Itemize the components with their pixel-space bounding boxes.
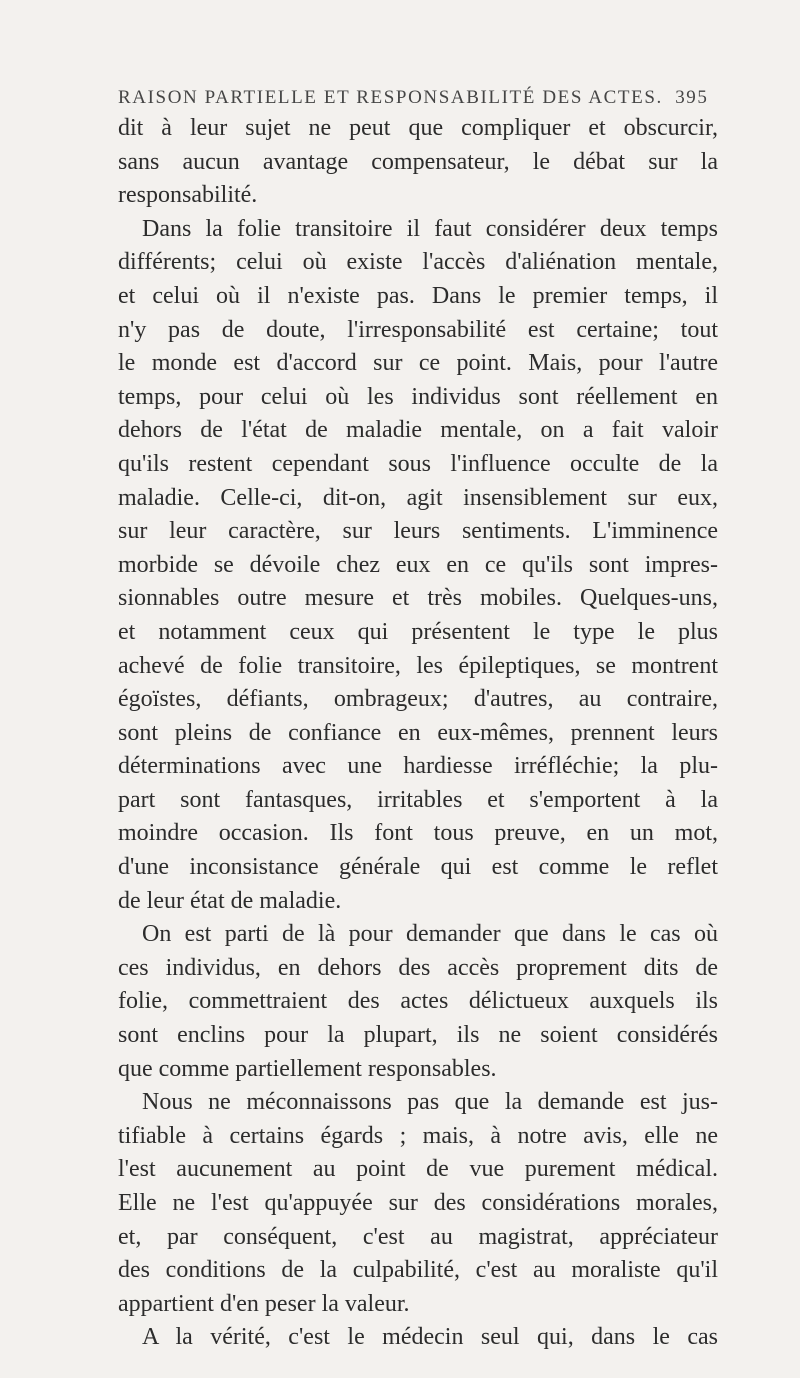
text-line: et, par conséquent, c'est au magistrat, appréciateur [118, 1223, 718, 1250]
text-line: responsabilité. [118, 182, 258, 209]
text-line: des conditions de la culpabilité, c'est au moraliste qu'il [118, 1257, 718, 1284]
text-line: moindre occasion. Ils font tous preuve, en un mot, [118, 820, 718, 847]
text-line: sont pleins de confiance en eux-mêmes, prennent leurs [118, 719, 718, 746]
text-line: de leur état de maladie. [118, 887, 342, 914]
text-line: ces individus, en dehors des accès proprement dits de [118, 954, 718, 981]
text-line: folie, commettraient des actes délictueux auxquels ils [118, 988, 718, 1015]
text-line: temps, pour celui où les individus sont réellement en [118, 383, 718, 410]
text-line: l'est aucunement au point de vue purement médical. [118, 1156, 718, 1183]
text-line: déterminations avec une hardiesse irréfléchie; la plu- [118, 753, 718, 780]
text-line: différents; celui où existe l'accès d'aliénation mentale, [118, 249, 718, 276]
text-line: On est parti de là pour demander que dans le cas où [142, 921, 718, 948]
page-number: 395 [675, 87, 709, 108]
text-line: sont enclins pour la plupart, ils ne soient considérés [118, 1022, 718, 1049]
text-line: morbide se dévoile chez eux en ce qu'ils sont impres- [118, 551, 718, 578]
text-line: le monde est d'accord sur ce point. Mais, pour l'autre [118, 350, 718, 377]
text-line: tifiable à certains égards ; mais, à notre avis, elle ne [118, 1122, 718, 1149]
text-line: appartient d'en peser la valeur. [118, 1290, 410, 1317]
running-header [118, 87, 718, 109]
text-line: Elle ne l'est qu'appuyée sur des considérations morales, [118, 1190, 718, 1216]
text-line: maladie. Celle-ci, dit-on, agit insensiblement sur eux, [118, 484, 718, 511]
text-line: égoïstes, défiants, ombrageux; d'autres, au contraire, [118, 686, 718, 713]
text-line: dehors de l'état de maladie mentale, on a fait valoir [118, 417, 718, 444]
text-line: et celui où il n'existe pas. Dans le premier temps, il [118, 282, 718, 309]
text-line: sur leur caractère, sur leurs sentiments. L'imminence [118, 518, 718, 545]
text-line: A la vérité, c'est le médecin seul qui, dans le cas [142, 1324, 718, 1351]
text-line: sionnables outre mesure et très mobiles. Quelques-uns, [118, 585, 718, 612]
text-line: d'une inconsistance générale qui est comme le reflet [118, 854, 718, 881]
text-line: Dans la folie transitoire il faut considérer deux temps [142, 215, 718, 242]
text-line: part sont fantasques, irritables et s'emportent à la [118, 786, 718, 813]
text-line: sans aucun avantage compensateur, le débat sur la [118, 148, 718, 175]
text-line: achevé de folie transitoire, les épileptiques, se montrent [118, 652, 718, 679]
body-text [118, 112, 718, 1355]
text-line: qu'ils restent cependant sous l'influence occulte de la [118, 450, 718, 477]
text-line: et notamment ceux qui présentent le type le plus [118, 618, 718, 645]
text-line: n'y pas de doute, l'irresponsabilité est certaine; tout [118, 316, 718, 343]
text-line: Nous ne méconnaissons pas que la demande est jus- [142, 1089, 718, 1116]
text-line: que comme partiellement responsables. [118, 1055, 497, 1082]
text-line: dit à leur sujet ne peut que compliquer et obscurcir, [118, 115, 718, 141]
running-title: RAISON PARTIELLE ET RESPONSABILITÉ DES ACTES. [118, 87, 663, 108]
